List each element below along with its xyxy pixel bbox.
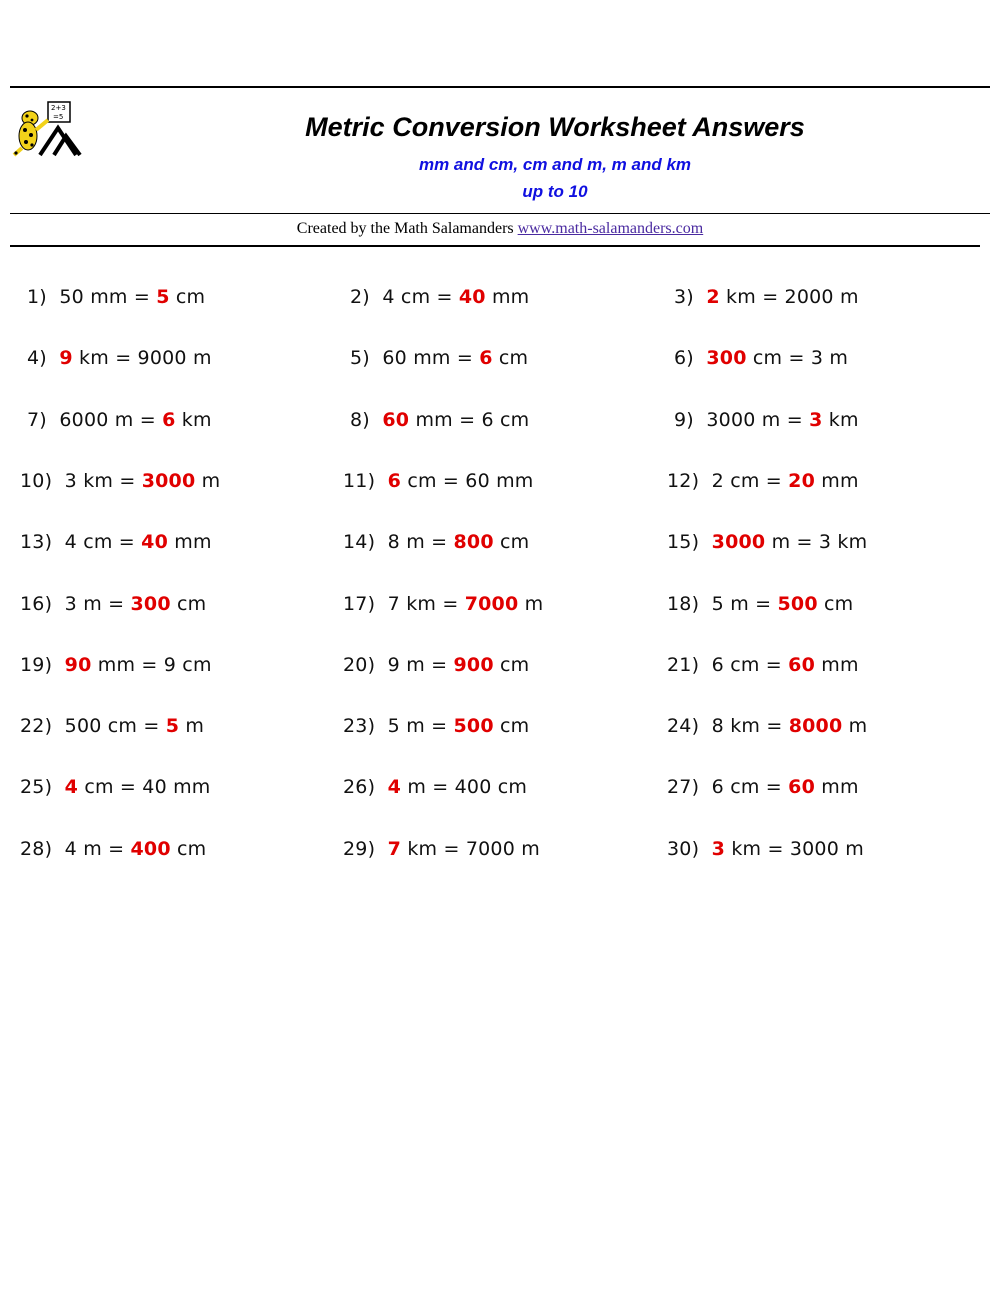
question-text: mm <box>168 531 212 554</box>
question-text: 8 km = <box>711 715 789 738</box>
svg-text:=5: =5 <box>53 113 64 121</box>
answer-value: 300 <box>706 347 747 370</box>
question-item <box>27 409 212 431</box>
answer-value: 500 <box>453 715 494 738</box>
question-item <box>667 715 867 737</box>
question-text: cm <box>817 592 854 615</box>
question-item <box>350 286 529 308</box>
question-item <box>27 347 212 369</box>
question-text: 2 cm = <box>711 469 789 492</box>
answer-value: 800 <box>453 531 494 554</box>
question-text: 6 cm = <box>711 653 789 676</box>
answer-value: 5 <box>156 286 170 308</box>
question-number: 21) <box>667 653 712 676</box>
question-text: 4 cm = <box>64 531 142 554</box>
question-text: km = 7000 m <box>401 837 540 860</box>
question-text: mm = 9 cm <box>91 653 212 676</box>
question-item <box>350 409 529 431</box>
question-item <box>27 286 205 308</box>
question-text: 5 m = <box>387 715 454 738</box>
question-number: 30) <box>667 837 712 860</box>
question-item <box>667 776 859 798</box>
question-text: cm = 40 mm <box>78 776 211 799</box>
question-number: 6) <box>674 347 707 370</box>
answer-value: 500 <box>777 592 818 615</box>
credit-text: Created by the Math Salamanders <box>296 220 518 237</box>
question-text: 6000 m = <box>59 408 163 431</box>
question-text: km <box>175 408 212 431</box>
question-text: cm <box>170 592 207 615</box>
question-number: 16) <box>20 592 65 615</box>
answer-value: 2 <box>706 286 720 308</box>
answer-value: 40 <box>141 531 168 554</box>
question-text: 7 km = <box>387 592 465 615</box>
question-text: mm = 6 cm <box>409 408 530 431</box>
question-item <box>20 470 220 492</box>
question-item <box>343 654 529 676</box>
question-text: mm <box>815 776 859 799</box>
answer-value: 6 <box>479 347 493 370</box>
answer-value: 400 <box>130 837 171 860</box>
question-number: 7) <box>27 408 60 431</box>
question-text: mm <box>815 653 859 676</box>
question-item <box>20 531 212 553</box>
answer-value: 3000 <box>141 469 196 492</box>
question-text: mm <box>815 469 859 492</box>
question-text: cm <box>493 653 530 676</box>
svg-text:2+3: 2+3 <box>51 104 66 112</box>
question-number: 14) <box>343 531 388 554</box>
question-text: km <box>822 408 859 431</box>
question-text: cm <box>492 347 529 370</box>
question-item <box>667 470 859 492</box>
answer-value: 60 <box>788 776 815 799</box>
question-text: km = 3000 m <box>725 837 864 860</box>
question-text: 9 m = <box>387 653 454 676</box>
question-text: m <box>179 715 205 738</box>
top-rule <box>10 86 990 88</box>
question-text: 50 mm = <box>59 286 157 308</box>
question-number: 2) <box>350 286 383 308</box>
question-number: 13) <box>20 531 65 554</box>
question-number: 10) <box>20 469 65 492</box>
question-text: 60 mm = <box>382 347 480 370</box>
question-number: 25) <box>20 776 65 799</box>
answer-value: 7 <box>387 837 402 860</box>
question-item <box>20 838 206 860</box>
answer-value: 8000 <box>788 715 843 738</box>
question-number: 9) <box>674 408 707 431</box>
question-text: 6 cm = <box>711 776 789 799</box>
question-number: 3) <box>674 286 707 308</box>
question-text: m = 400 cm <box>401 776 528 799</box>
question-number: 8) <box>350 408 383 431</box>
question-text: cm = 3 m <box>746 347 849 370</box>
page-subtitle: mm and cm, cm and m, m and km <box>418 155 692 174</box>
question-text: km = 2000 m <box>719 286 859 308</box>
question-number: 11) <box>343 469 388 492</box>
question-text: 3000 m = <box>706 408 810 431</box>
question-number: 29) <box>343 837 388 860</box>
question-text: km = 9000 m <box>72 347 212 370</box>
question-item <box>667 593 853 615</box>
question-number: 20) <box>343 653 388 676</box>
question-item <box>674 409 859 431</box>
bottom-header-rule <box>10 245 980 247</box>
question-number: 15) <box>667 531 712 554</box>
answer-value: 3 <box>809 408 823 431</box>
answer-value: 300 <box>130 592 171 615</box>
question-item <box>343 838 540 860</box>
question-text: 4 cm = <box>382 286 459 308</box>
question-text: 500 cm = <box>64 715 166 738</box>
answer-value: 4 <box>64 776 79 799</box>
question-item <box>343 470 534 492</box>
answer-value: 3000 <box>711 531 766 554</box>
question-text: cm <box>493 715 530 738</box>
question-item <box>20 654 212 676</box>
question-text: m <box>518 592 544 615</box>
mid-rule <box>10 213 990 214</box>
question-number: 24) <box>667 715 712 738</box>
answer-value: 900 <box>453 653 494 676</box>
question-text: cm <box>169 286 206 308</box>
answer-value: 40 <box>458 286 486 308</box>
question-item <box>667 531 867 553</box>
question-number: 1) <box>27 286 60 308</box>
answer-value: 3 <box>711 837 726 860</box>
question-text: m <box>195 469 221 492</box>
question-item <box>350 347 528 369</box>
question-item <box>20 776 211 798</box>
question-text: 8 m = <box>387 531 454 554</box>
question-item <box>343 715 529 737</box>
answer-value: 6 <box>387 469 402 492</box>
question-number: 4) <box>27 347 60 370</box>
credit-link[interactable]: www.math-salamanders.com <box>517 220 704 237</box>
answer-value: 7000 <box>464 592 519 615</box>
question-item <box>343 593 543 615</box>
question-item <box>674 286 859 308</box>
question-number: 19) <box>20 653 65 676</box>
question-item <box>343 776 527 798</box>
question-item <box>674 347 848 369</box>
question-text: mm <box>485 286 530 308</box>
question-text: 5 m = <box>711 592 778 615</box>
question-text: cm <box>493 531 530 554</box>
question-number: 17) <box>343 592 388 615</box>
question-text: 4 m = <box>64 837 131 860</box>
credit-line <box>0 220 1000 238</box>
question-number: 26) <box>343 776 388 799</box>
question-item <box>343 531 529 553</box>
page-title: Metric Conversion Worksheet Answers <box>305 112 805 142</box>
question-number: 28) <box>20 837 65 860</box>
answer-value: 60 <box>382 408 410 431</box>
question-text: 3 m = <box>64 592 131 615</box>
question-item <box>20 593 206 615</box>
question-text: cm = 60 mm <box>401 469 534 492</box>
question-number: 22) <box>20 715 65 738</box>
question-text: 3 km = <box>64 469 142 492</box>
answer-value: 6 <box>162 408 176 431</box>
answer-value: 4 <box>387 776 402 799</box>
question-number: 5) <box>350 347 383 370</box>
question-text: m <box>842 715 868 738</box>
answer-value: 9 <box>59 347 73 370</box>
question-item <box>20 715 204 737</box>
answer-value: 60 <box>788 653 815 676</box>
question-item <box>667 838 864 860</box>
answer-value: 20 <box>788 469 815 492</box>
question-text: cm <box>170 837 207 860</box>
question-number: 18) <box>667 592 712 615</box>
question-number: 23) <box>343 715 388 738</box>
question-text: m = 3 km <box>765 531 868 554</box>
answer-value: 90 <box>64 653 92 676</box>
question-item <box>667 654 859 676</box>
question-number: 12) <box>667 469 712 492</box>
answer-value: 5 <box>165 715 180 738</box>
number-range: up to 10 <box>522 182 588 201</box>
question-number: 27) <box>667 776 712 799</box>
